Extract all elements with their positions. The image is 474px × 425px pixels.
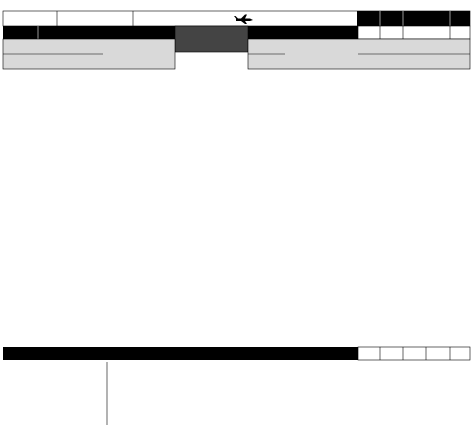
totals-row (3, 347, 470, 360)
top-header (3, 11, 470, 26)
